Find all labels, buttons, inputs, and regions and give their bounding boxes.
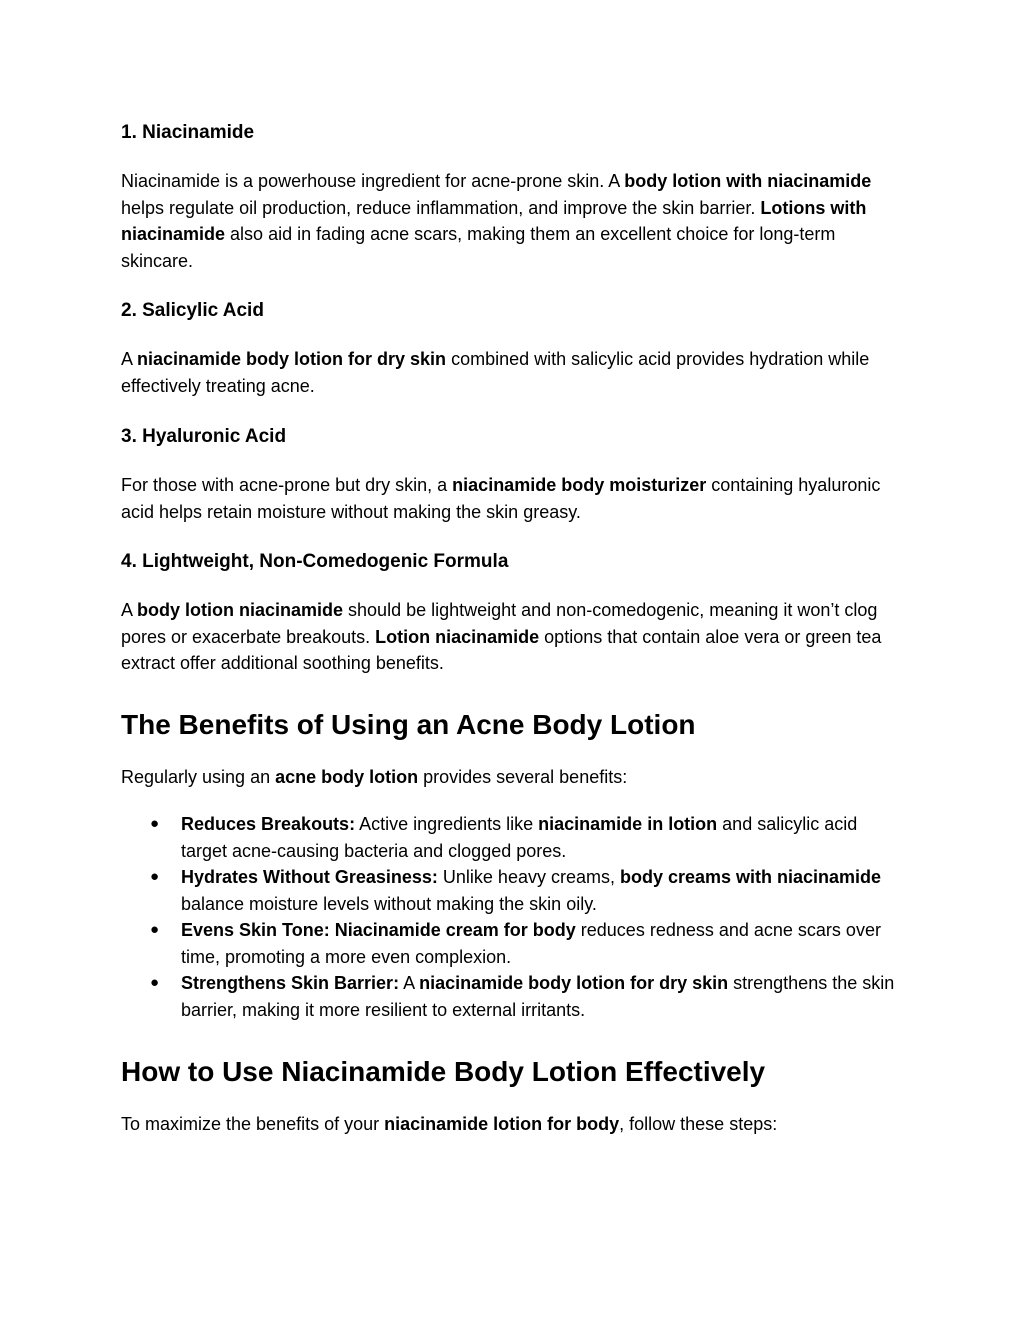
bold-phrase: body creams with niacinamide (619, 867, 882, 887)
bold-phrase: Evens Skin Tone: Niacinamide cream for body (181, 920, 576, 940)
list-item (121, 917, 901, 970)
bullet-icon: ● (150, 974, 160, 991)
bold-phrase: Lotion niacinamide (375, 626, 540, 647)
howto-intro: To maximize the benefits of your niacinamide lotion for body, follow these steps: (121, 1114, 778, 1134)
list-item-text: Strengthens Skin Barrier: A niacinamide body lotion for dry skin strengthens the skin barrier, making it more resilient to external irritants. (181, 973, 895, 1020)
bold-phrase: niacinamide in lotion (538, 814, 718, 834)
benefits-list (121, 811, 901, 1023)
section-heading-lightweight-formula: 4. Lightweight, Non-Comedogenic Formula (121, 551, 509, 572)
bold-phrase: Strengthens Skin Barrier: (181, 973, 400, 993)
bold-phrase: niacinamide lotion for body (384, 1114, 620, 1134)
bullet-icon: ● (150, 868, 160, 885)
list-item (121, 970, 901, 1023)
section-heading-hyaluronic-acid: 3. Hyaluronic Acid (121, 426, 287, 447)
heading-benefits: The Benefits of Using an Acne Body Lotion (121, 709, 696, 740)
list-item (121, 811, 901, 864)
list-item (121, 864, 901, 917)
bullet-icon: ● (150, 921, 160, 938)
bold-phrase: acne body lotion (275, 767, 419, 787)
bold-phrase: Lotions with niacinamide (121, 197, 867, 244)
bold-phrase: Reduces Breakouts: (181, 814, 356, 834)
paragraph-salicylic-acid: A niacinamide body lotion for dry skin combined with salicylic acid provides hydration while effectively treating acne. (121, 349, 870, 396)
paragraph-niacinamide: Niacinamide is a powerhouse ingredient for acne-prone skin. A body lotion with niacinamide helps regulate oil production, reduce inflammation, and improve the skin barrier. Lotions with niacinamide also aid in fading acne scars, making them an excellent choice for long-term skincare. (121, 171, 872, 271)
bold-phrase: body lotion with niacinamide (624, 171, 872, 191)
bold-phrase: niacinamide body moisturizer (452, 475, 707, 495)
bullet-icon: ● (150, 815, 160, 832)
bold-phrase: body lotion niacinamide (137, 600, 344, 620)
paragraph-hyaluronic-acid: For those with acne-prone but dry skin, a niacinamide body moisturizer containing hyaluronic acid helps retain moisture without making the skin greasy. (121, 475, 881, 522)
paragraph-lightweight-formula: A body lotion niacinamide should be lightweight and non-comedogenic, meaning it won’t clog pores or exacerbate breakouts. Lotion niacinamide options that contain aloe vera or green tea extract offer additional soothing benefits. (121, 600, 882, 673)
bold-phrase: Hydrates Without Greasiness: (181, 867, 438, 887)
section-heading-niacinamide: 1. Niacinamide (121, 122, 255, 143)
section-heading-salicylic-acid: 2. Salicylic Acid (121, 300, 264, 321)
bold-phrase: niacinamide body lotion for dry skin (419, 973, 729, 993)
bold-phrase: niacinamide body lotion for dry skin (137, 349, 447, 369)
heading-how-to-use: How to Use Niacinamide Body Lotion Effectively (121, 1056, 766, 1087)
list-item-text: Reduces Breakouts: Active ingredients like niacinamide in lotion and salicylic acid target acne-causing bacteria and clogged pores. (181, 814, 858, 861)
benefits-intro: Regularly using an acne body lotion provides several benefits: (121, 767, 628, 787)
list-item-text: Hydrates Without Greasiness: Unlike heavy creams, body creams with niacinamide balance moisture levels without making the skin oily. (181, 867, 882, 914)
list-item-text: Evens Skin Tone: Niacinamide cream for body reduces redness and acne scars over time, promoting a more even complexion. (181, 920, 881, 967)
